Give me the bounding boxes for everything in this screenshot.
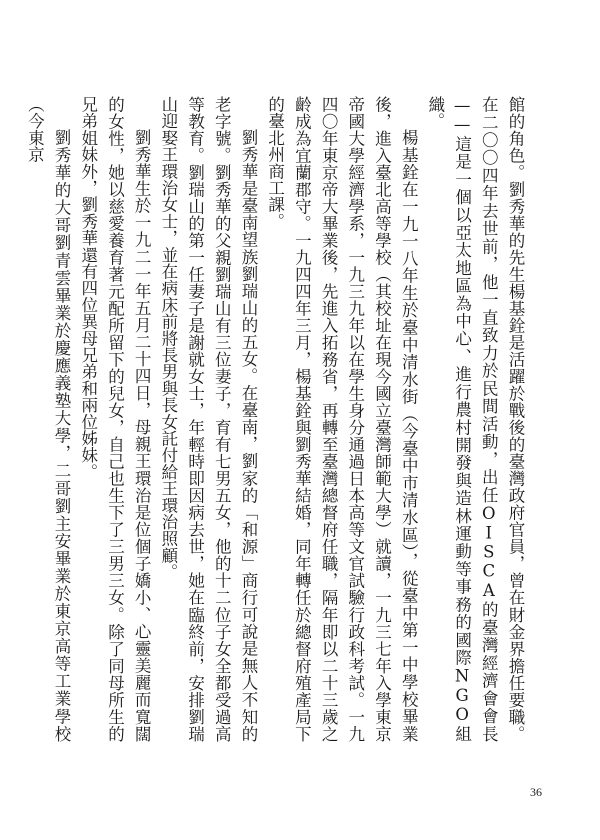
- paragraph: 楊基銓在一九一八年生於臺中清水街（今臺中市清水區），從臺中第一中學校畢業後，進入臺北高等學校（其校址在現今國立臺灣師範大學）就讀，一九三七年入學東京帝國大學經濟學系，一九三九年以在學生身分通過日本高等文官試驗行政科考試。一九四〇年東京帝大畢業後，先進入拓務省，再轉至臺灣總督府任職，隔年即以二十三歲之齡成為宜蘭郡守。一九四四年三月，楊基銓與劉秀華結婚，同年轉任於總督府殖產局下的臺北州商工課。: [265, 96, 419, 742]
- paragraph: 館的角色。劉秀華的先生楊基銓是活躍於戰後的臺灣政府官員，曾在財金界擔任要職。在二〇〇四年去世前，他一直致力於民間活動，出任OISCA的臺灣經濟會會長——這是一個以亞太地區為中心、進行農村開發與造林運動等事務的國際NGO組織。: [425, 96, 525, 742]
- paragraph: 劉秀華是臺南望族劉瑞山的五女。在臺南，劉家的「和源」商行可說是無人不知的老字號。劉秀華的父親劉瑞山有三位妻子，育有七男五女，他的十二位子女全都受過高等教育。劉瑞山的第一任妻子是謝就女士，年輕時即因病去世，她在臨終前，安排劉瑞山迎娶王環治女士，並在病床前將長男與長女託付給王環治照顧。: [158, 96, 258, 742]
- vertical-text-body: [25, 96, 528, 742]
- page-number: 36: [530, 785, 542, 799]
- paragraph: 劉秀華的大哥劉青雲畢業於慶應義塾大學，二哥劉主安畢業於東京高等工業學校（今東京: [25, 96, 72, 742]
- paragraph: 劉秀華生於一九二一年五月二十四日，母親王環治是位個子嬌小、心靈美麗而寬闊的女性，她以慈愛養育著元配所留下的兒女，自己也生下了三男三女。除了同母所生的兄弟姐妹外，劉秀華還有四位異母兄弟和兩位姊妹。: [78, 96, 152, 742]
